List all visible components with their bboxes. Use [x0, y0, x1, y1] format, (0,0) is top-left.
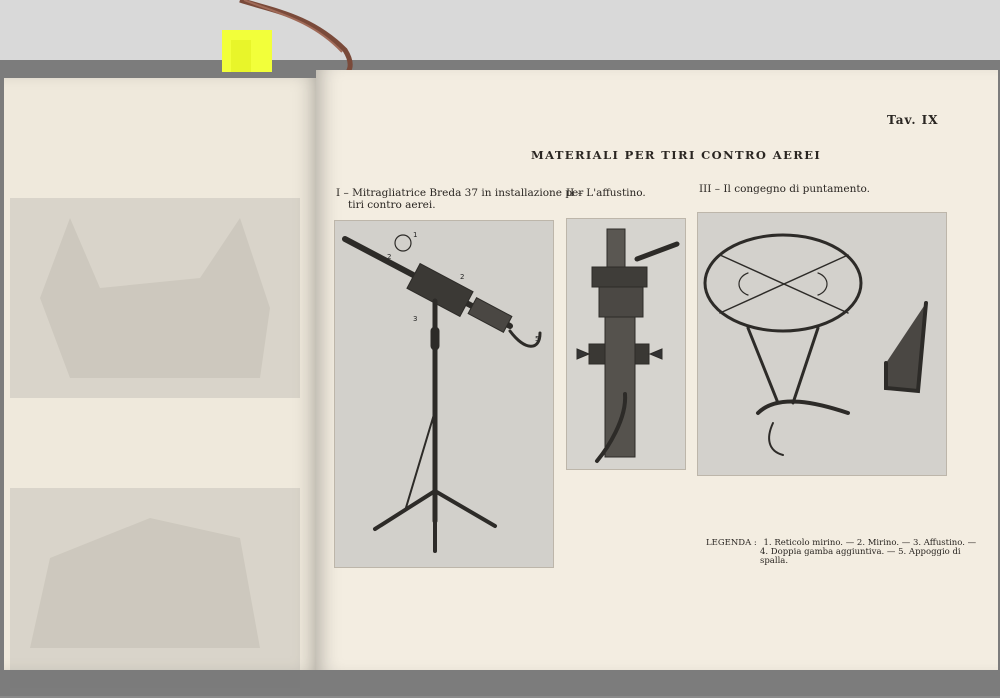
callout-2b: 2	[460, 273, 465, 281]
legend-line-1: 1. Reticolo mirino. — 2. Mirino. — 3. Affustino. —	[763, 538, 977, 548]
plate-number: Tav. IX	[887, 113, 939, 127]
legend-label: LEGENDA :	[706, 538, 757, 548]
figure-3-caption: III – Il congegno di puntamento.	[699, 183, 871, 195]
callout-5: 5	[535, 335, 540, 343]
legend-line-3: spalla.	[760, 556, 789, 566]
sticky-note-tab-inner	[231, 40, 251, 72]
figure-1-photo-machine-gun	[334, 220, 554, 568]
figure-2-photo-mount	[566, 218, 686, 470]
callout-3: 3	[413, 315, 418, 323]
figure-3-photo-sight	[697, 212, 947, 476]
page-title: MATERIALI PER TIRI CONTRO AEREI	[531, 148, 822, 162]
figure-1-caption-line2: tiri contro aerei.	[348, 199, 436, 211]
left-page	[4, 78, 322, 670]
bleed-through-illustration	[10, 178, 310, 698]
legend	[706, 539, 976, 566]
figure-1-caption-line1: I – Mitragliatrice Breda 37 in installazione per	[336, 187, 584, 199]
legend-line-2: 4. Doppia gamba aggiuntiva. — 5. Appoggio di	[760, 547, 961, 557]
callout-1: 1	[413, 231, 418, 239]
callout-2: 2	[387, 253, 392, 261]
figure-1-caption	[336, 187, 583, 211]
figure-2-caption: II – L'affustino.	[566, 187, 646, 199]
